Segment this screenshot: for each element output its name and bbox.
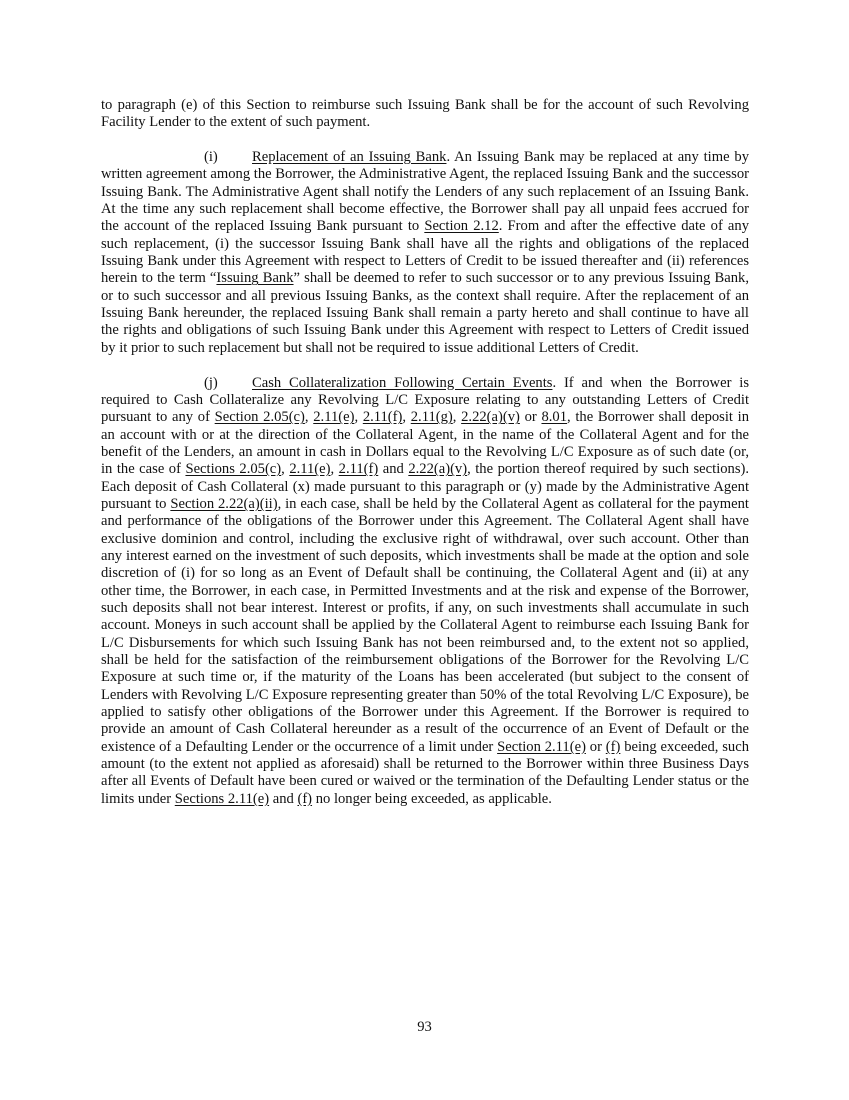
separator: , xyxy=(304,409,314,426)
separator: and xyxy=(378,461,409,478)
cross-reference: 2.22(a)(v) xyxy=(461,409,520,426)
cross-reference: Section 2.12 xyxy=(424,218,499,235)
separator: , xyxy=(354,409,363,426)
cross-reference: 8.01 xyxy=(541,409,568,426)
section-heading-replacement: Replacement of an Issuing Bank xyxy=(252,149,447,166)
cross-reference: 2.11(f) xyxy=(338,461,379,478)
cross-reference: Sections 2.11(e) xyxy=(174,790,270,807)
page-number: 93 xyxy=(417,1019,432,1035)
cross-reference: 2.11(e) xyxy=(313,409,355,426)
paragraph-text: , in each case, shall be held by the Collateral Agent as collateral for the payment and performance of the obligations of the Borrower under this Agreement. The Collateral Agent shall have exclusive dominion and control, including the exclusive right of withdrawal, over such account. Other than any interest earned on the investment of such deposits, which investments shall be made at the option and sole discretion of (i) for so long as an Event of Default shall be continuing, the Collateral Agent and (ii) at any other time, the Borrower, in each case, in Permitted Investments and at the risk and expense of the Borrower, such deposits shall not bear interest. Interest or profits, if any, on such investments shall accumulate in such account. Moneys in such account shall be applied by the Collateral Agent to reimburse each Issuing Bank for L/C Disbursements for which such Issuing Bank has not been reimbursed and, to the extent not so applied, shall be held for the satisfaction of the reimbursement obligations of the Borrower for the Revolving L/C Exposure at such time or, if the maturity of the Loans has been accelerated (but subject to the consent of Lenders with Revolving L/C Exposure representing greater than 50% of the total Revolving L/C Exposure), be applied to satisfy other obligations of the Borrower under this Agreement. If the Borrower is required to provide an amount of Cash Collateral hereunder as a result of the occurrence of an Event of Default or the existence of a Defaulting Lender or the occurrence of a limit under xyxy=(101,495,749,755)
paragraph-text: , the portion thereof required by such sections). Each deposit of Cash Collateral (x) made pursuant to this paragraph or (y) made by the Administrative Agent pursuant to xyxy=(101,461,750,512)
paragraph-j xyxy=(101,375,749,809)
separator: and xyxy=(269,790,298,807)
paragraph-text: to paragraph (e) of this Section to reimburse such Issuing Bank shall be for the account of such Revolving Facility Lender to the extent of such payment. xyxy=(101,97,749,131)
cross-reference: Section 2.22(a)(ii) xyxy=(170,495,278,512)
paragraph-h-continuation xyxy=(101,97,749,132)
separator: , xyxy=(281,461,290,478)
cross-reference: (f) xyxy=(605,738,621,755)
defined-term: Issuing Bank xyxy=(216,270,294,287)
paragraph-label: (i) xyxy=(204,149,218,166)
paragraph-i xyxy=(101,149,749,357)
paragraph-text: ” shall be deemed to refer to such successor or to any previous Issuing Bank, or to such successor and all previous Issuing Banks, as the context shall require. After the replacement of an Issuing Bank hereunder, the replaced Issuing Bank shall remain a party hereto and shall continue to have all the rights and obligations of such Issuing Bank under this Agreement with respect to Letters of Credit issued by it prior to such replacement but shall not be required to issue additional Letters of Credit. xyxy=(101,270,749,356)
paragraph-text: . If and when the Borrower is required to Cash Collateralize any Revolving L/C Exposure relating to any outstanding Letters of Credit pursuant to any of xyxy=(101,374,750,426)
separator: , xyxy=(402,409,411,426)
paragraph-text: . An Issuing Bank may be replaced at any time by written agreement among the Borrower, the Administrative Agent, the replaced Issuing Bank and the successor Issuing Bank. The Administrative Agent shall notify the Lenders of any such replacement of an Issuing Bank. At the time any such replacement shall become effective, the Borrower shall pay all unpaid fees accrued for the account of the replaced Issuing Bank pursuant to xyxy=(101,149,749,235)
cross-reference: 2.22(a)(v) xyxy=(408,461,468,478)
paragraph-text: . From and after the effective date of any such replacement, (i) the successor Issuing Bank shall have all the rights and obligations of the replaced Issuing Bank under this Agreement with respect to Letters of Credit to be issued thereafter and (ii) references herein to the term “ xyxy=(101,218,749,287)
document-page xyxy=(101,97,749,825)
cross-reference: Sections 2.05(c) xyxy=(185,461,282,478)
separator: , xyxy=(330,461,339,478)
cross-reference: Section 2.05(c) xyxy=(214,409,305,426)
cross-reference: 2.11(g) xyxy=(410,409,453,426)
paragraph-text: being exceeded, such amount (to the extent not applied as aforesaid) shall be returned to the Borrower within three Business Days after all Events of Default have been cured or waived or the termination of the Defaulting Lender status or the limits under xyxy=(101,738,749,807)
section-heading-cash-collateralization: Cash Collateralization Following Certain Events xyxy=(252,374,553,391)
separator: or xyxy=(519,409,542,426)
paragraph-text: , the Borrower shall deposit in an account with or at the direction of the Collateral Agent, in the name of the Collateral Agent and for the benefit of the Lenders, an amount in cash in Dollars equal to the Revolving L/C Exposure as of such date (or, in the case of xyxy=(101,409,750,478)
cross-reference: Section 2.11(e) xyxy=(497,738,586,755)
cross-reference: 2.11(e) xyxy=(289,461,331,478)
cross-reference: (f) xyxy=(297,790,313,807)
cross-reference: 2.11(f) xyxy=(362,409,403,426)
paragraph-text: no longer being exceeded, as applicable. xyxy=(312,790,552,807)
separator: , xyxy=(452,409,462,426)
paragraph-label: (j) xyxy=(204,374,218,391)
separator: or xyxy=(585,738,606,755)
